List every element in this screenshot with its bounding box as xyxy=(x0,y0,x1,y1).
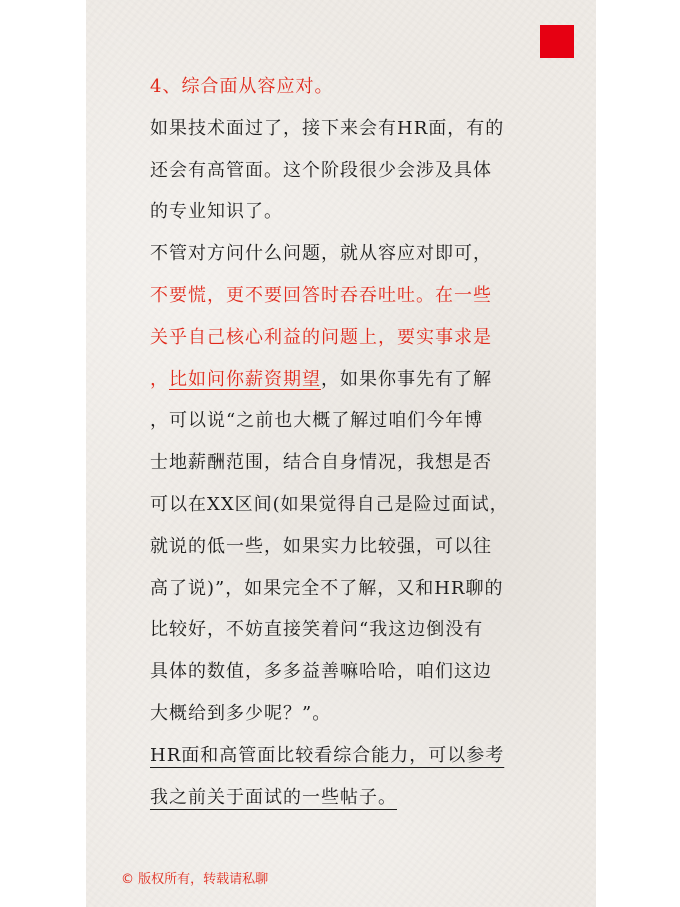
underlined-line xyxy=(150,735,560,777)
highlight-comma: ， xyxy=(150,368,169,390)
underlined-line xyxy=(150,777,560,819)
underlined-text: HR面和高管面比较看综合能力，可以参考 xyxy=(150,744,505,766)
text-line: 大概给到多少呢？”。 xyxy=(150,702,332,724)
text-line: 具体的数值，多多益善嘛哈哈，咱们这边 xyxy=(150,661,492,683)
text-line: ，可以说“之前也大概了解过咱们今年博 xyxy=(150,410,484,432)
copyright-notice: © 版权所有，转载请私聊 xyxy=(121,872,269,887)
section-heading: 4、综合面从容应对。 xyxy=(150,76,334,97)
text-line: 高了说)”，如果完全不了解，又和HR聊的 xyxy=(150,577,504,599)
article-body xyxy=(150,66,560,818)
text-line: 士地薪酬范围，结合自身情况，我想是否 xyxy=(150,452,492,474)
text-line: 就说的低一些，如果实力比较强，可以往 xyxy=(150,535,492,557)
text-fragment: ，如果你事先有了解 xyxy=(321,368,492,390)
highlight-line: 不要慌，更不要回答时吞吞吐吐。在一些 xyxy=(150,284,492,306)
underlined-highlight-phrase: 比如问你薪资期望 xyxy=(169,368,321,390)
text-line: 的专业知识了。 xyxy=(150,201,283,223)
text-line: 还会有高管面。这个阶段很少会涉及具体 xyxy=(150,159,492,181)
text-line: 如果技术面过了，接下来会有HR面，有的 xyxy=(150,117,505,139)
red-corner-mark xyxy=(540,25,574,58)
text-line-mixed xyxy=(150,359,560,401)
highlight-line: 关乎自己核心利益的问题上，要实事求是 xyxy=(150,326,492,348)
text-line: 可以在XX区间(如果觉得自己是险过面试， xyxy=(150,493,509,515)
text-line: 不管对方问什么问题，就从容应对即可， xyxy=(150,243,492,265)
text-line: 比较好，不妨直接笑着问“我这边倒没有 xyxy=(150,619,484,641)
underlined-text: 我之前关于面试的一些帖子。 xyxy=(150,786,397,808)
